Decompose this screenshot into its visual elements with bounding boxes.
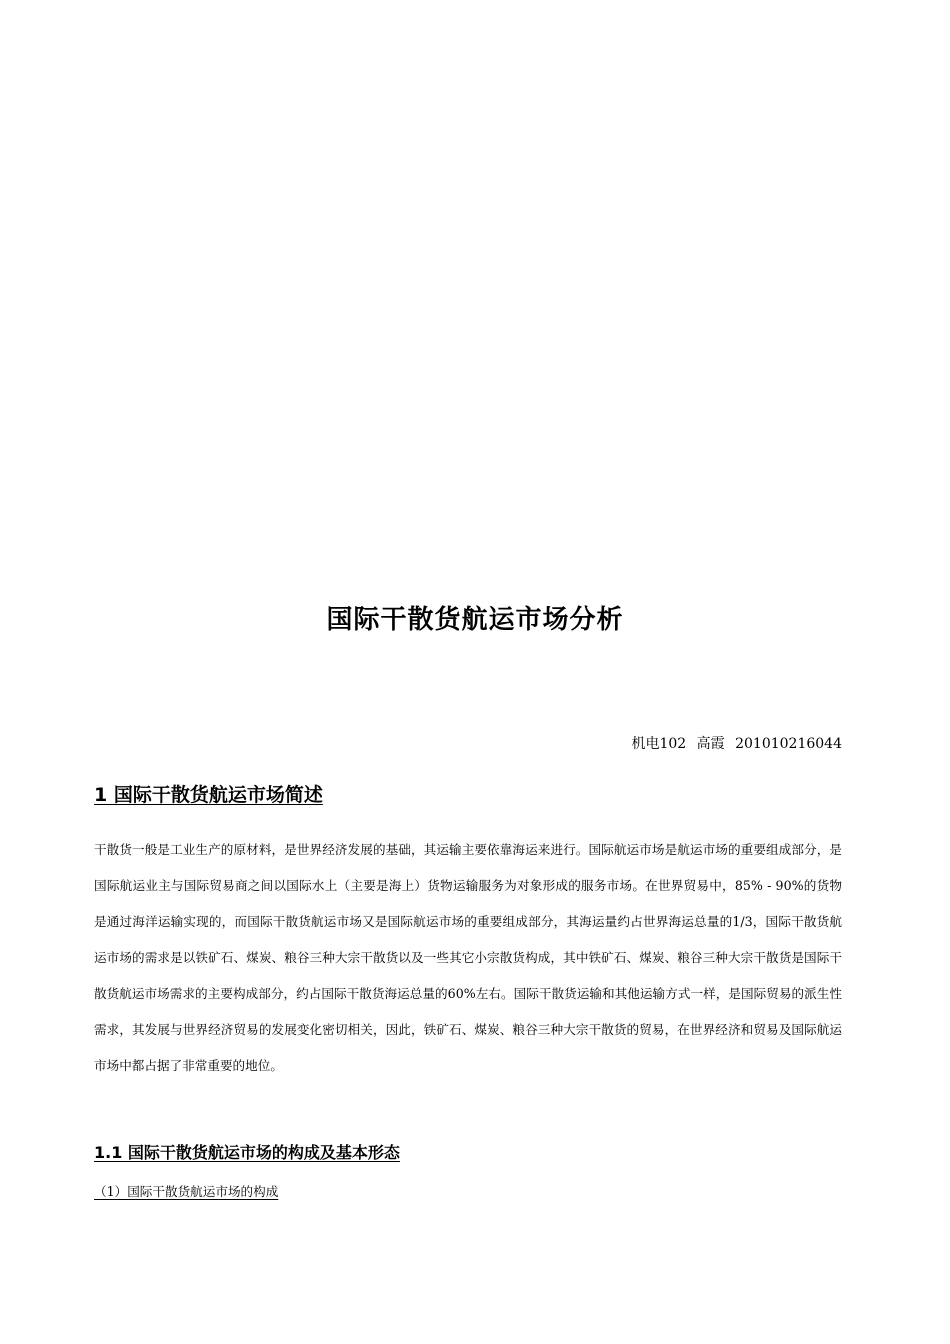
author-name: 高霞 xyxy=(696,736,725,752)
section-1-1-subheading: （1）国际干散货航运市场的构成 xyxy=(94,1184,279,1199)
author-line xyxy=(631,734,842,754)
section-1-heading: 1 国际干散货航运市场简述 xyxy=(94,784,323,806)
section-1-paragraph: 干散货一般是工业生产的原材料，是世界经济发展的基础，其运输主要依靠海运来进行。国际航运市场是航运市场的重要组成部分，是国际航运业主与国际贸易商之间以国际水上（主要是海上）货物运输服务为对象形成的服务市场。在世界贸易中，85% - 90%的货物是通过海洋运输实现的，而国际干散货航运市场又是国际航运市场的重要组成部分，其海运量约占世界海运总量的1/3，国际干散货航运市场的需求是以铁矿石、煤炭、粮谷三种大宗干散货以及一些其它小宗散货构成，其中铁矿石、煤炭、粮谷三种大宗干散货是国际干散货航运市场需求的主要构成部分，约占国际干散货海运总量的60%左右。国际干散货运输和其他运输方式一样，是国际贸易的派生性需求，其发展与世界经济贸易的发展变化密切相关，因此，铁矿石、煤炭、粮谷三种大宗干散货的贸易，在世界经济和贸易及国际航运市场中都占据了非常重要的地位。 xyxy=(94,842,842,1073)
section-1-1-heading: 1.1 国际干散货航运市场的构成及基本形态 xyxy=(94,1143,400,1162)
document-title: 国际干散货航运市场分析 xyxy=(326,605,624,635)
author-class: 机电102 xyxy=(631,736,687,752)
author-student-id: 201010216044 xyxy=(735,736,842,752)
